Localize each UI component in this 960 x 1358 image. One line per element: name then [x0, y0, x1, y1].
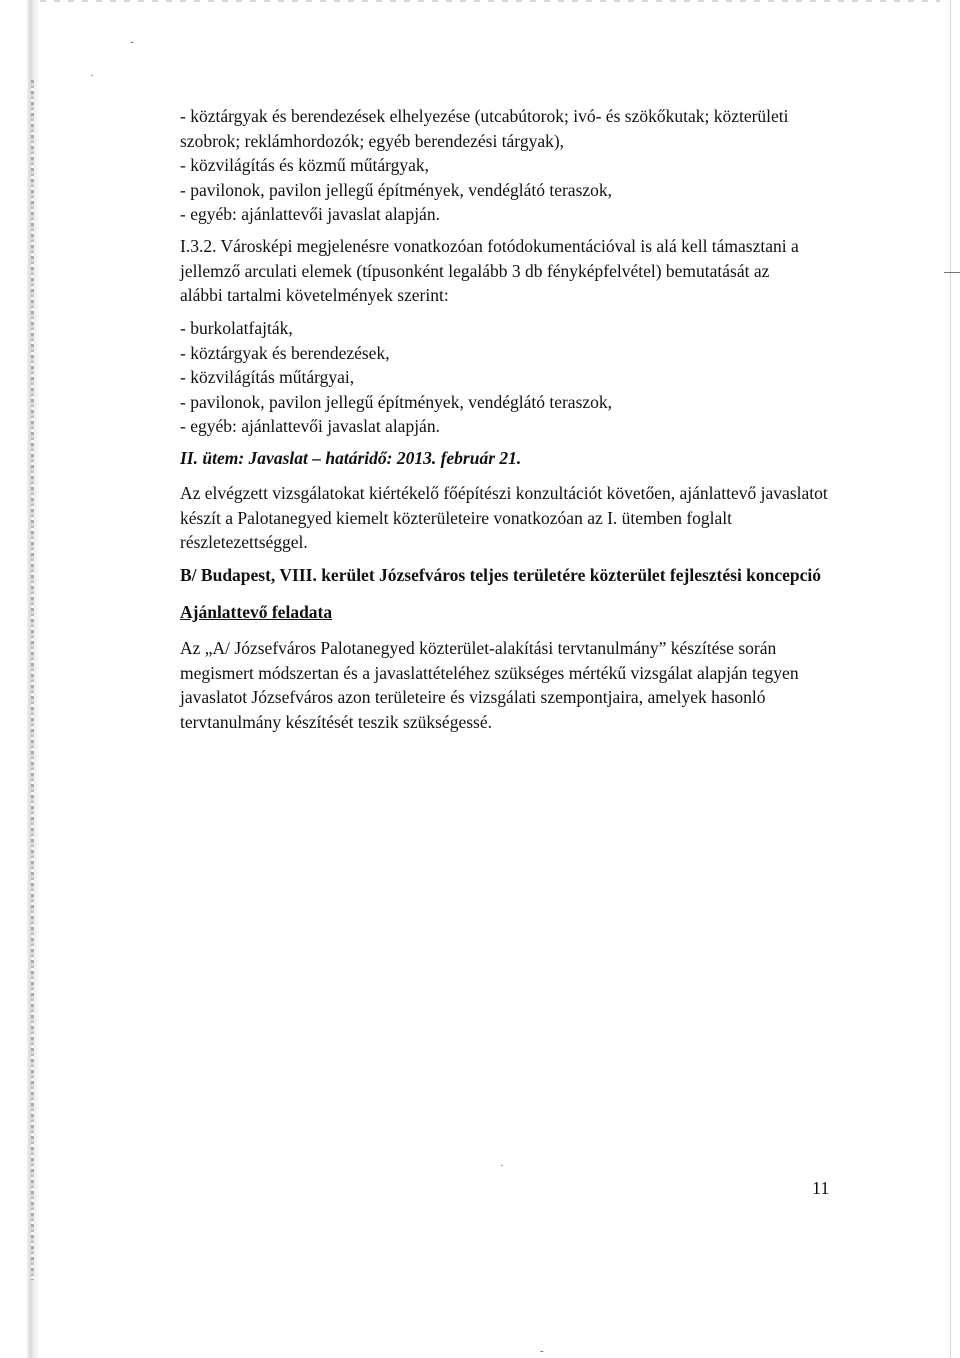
top-list [180, 104, 838, 227]
task-heading: Ajánlattevő feladata [180, 602, 333, 622]
list-item: - köztárgyak és berendezések, [180, 342, 390, 363]
bottom-list [180, 316, 838, 439]
list-item: szobrok; reklámhordozók; egyéb berendezési tárgyak), [180, 130, 565, 151]
paragraph-line: megismert módszertan és a javaslattételéhez szükséges mértékű vizsgálat alapján tegyen [180, 662, 799, 683]
scan-speck: · [90, 70, 94, 82]
scan-right-rule [950, 0, 951, 1358]
page-number: 11 [812, 1178, 830, 1198]
scan-speck: · [500, 1160, 504, 1172]
section-1-3-2 [180, 234, 838, 308]
list-item: - pavilonok, pavilon jellegű építmények, vendéglátó teraszok, [180, 179, 613, 200]
phase-2-heading: II. ütem: Javaslat – határidő: 2013. február 21. [180, 448, 522, 468]
paragraph-line: készít a Palotanegyed kiemelt közterületeire vonatkozóan az I. ütemben foglalt [180, 507, 733, 528]
list-item: - köztárgyak és berendezések elhelyezése (utcabútorok; ivó- és szökőkutak; közterületi [180, 106, 789, 126]
paragraph-line: tervtanulmány készítését teszik szükségessé. [180, 711, 492, 732]
scan-speck: - [540, 1345, 544, 1357]
scan-left-edge [0, 0, 42, 1358]
list-item: - egyéb: ajánlattevői javaslat alapján. [180, 416, 440, 436]
scan-top-edge [40, 0, 940, 2]
paragraph-line: I.3.2. Városképi megjelenésre vonatkozóan fotódokumentációval is alá kell támasztani a [180, 236, 799, 256]
list-item: - egyéb: ajánlattevői javaslat alapján. [180, 204, 440, 224]
phase-2-paragraph [180, 481, 838, 555]
list-item: - közvilágítás és közmű műtárgyak, [180, 155, 429, 175]
paragraph-line: Az elvégzett vizsgálatokat kiértékelő főépítészi konzultációt követően, ajánlattevő javaslatot [180, 483, 828, 503]
paragraph-line: jellemző arculati elemek (típusonként legalább 3 db fényképfelvétel) bemutatását az [180, 260, 770, 281]
paragraph-line: javaslatot Józsefváros azon területeire és vizsgálati szempontjaira, amelyek hasonló [180, 687, 766, 707]
scan-right-tick [944, 272, 960, 287]
paragraph-line: Az „A/ Józsefváros Palotanegyed közterület-alakítási tervtanulmány” készítése során [180, 638, 777, 658]
list-item: - pavilonok, pavilon jellegű építmények, vendéglátó teraszok, [180, 391, 613, 412]
paragraph-line: alábbi tartalmi követelmények szerint: [180, 285, 449, 305]
paragraph-line: részletezettséggel. [180, 532, 308, 552]
task-paragraph [180, 636, 838, 734]
list-item: - közvilágítás műtárgyai, [180, 367, 355, 387]
list-item: - burkolatfajták, [180, 318, 293, 338]
section-b-heading: B/ Budapest, VIII. kerület Józsefváros teljes területére közterület fejlesztési koncepció [180, 565, 822, 585]
scan-speck: ˇ [130, 40, 134, 52]
